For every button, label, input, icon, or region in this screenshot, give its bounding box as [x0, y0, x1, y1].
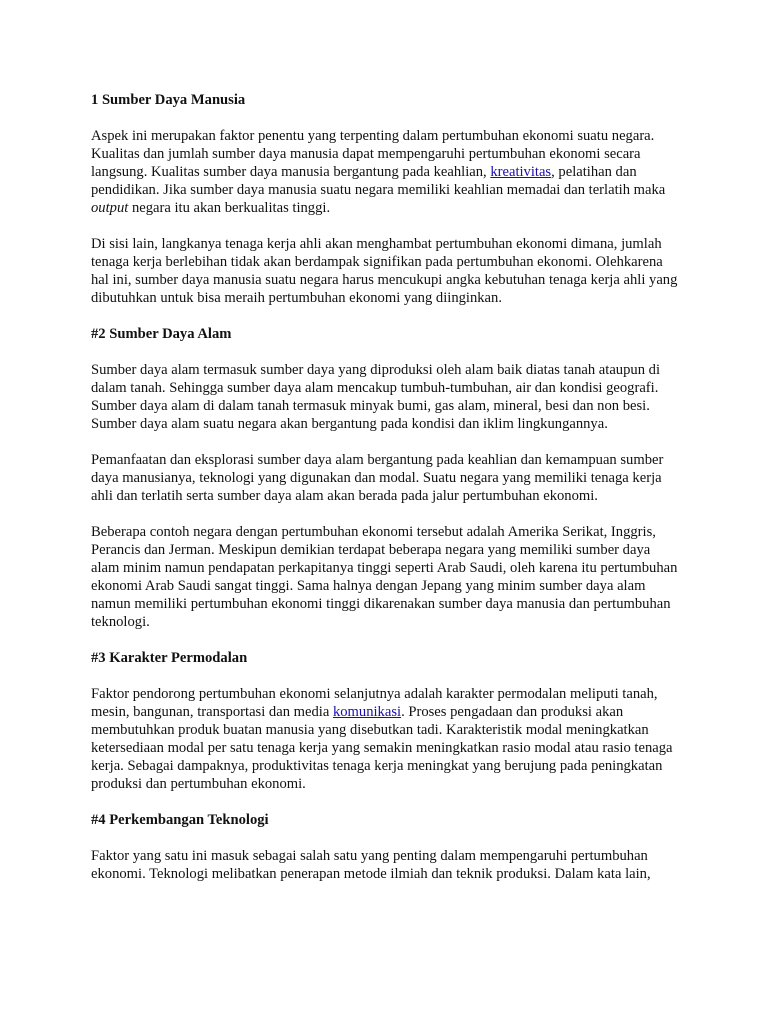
section-heading-karakter-permodalan: #3 Karakter Permodalan	[91, 650, 248, 666]
paragraph-text: . Proses pengadaan dan produksi akan membutuhkan produk buatan manusia yang disebutkan tadi. Karakteristik modal meningkatkan ketersediaan modal per satu tenaga kerja yang semakin meningkatkan rasio modal atau rasio tenaga kerja. Sebagai dampaknya, produktivitas tenaga kerja meningkat yang berujung pada peningkatan produksi dan pertumbuhan ekonomi.	[91, 704, 673, 792]
link-kreativitas[interactable]: kreativitas	[490, 164, 552, 180]
paragraph: Faktor yang satu ini masuk sebagai salah satu yang penting dalam mempengaruhi pertumbuhan ekonomi. Teknologi melibatkan penerapan metode ilmiah dan teknik produksi. Dalam kata lain,	[91, 848, 651, 882]
section-heading-perkembangan-teknologi: #4 Perkembangan Teknologi	[91, 812, 269, 828]
paragraph: Di sisi lain, langkanya tenaga kerja ahli akan menghambat pertumbuhan ekonomi dimana, jumlah tenaga kerja berlebihan tidak akan berdampak signifikan pada pertumbuhan ekonomi. Olehkarena hal ini, sumber daya manusia suatu negara harus mencukupi angka kebutuhan tenaga kerja ahli yang dibutuhkan untuk bisa meraih pertumbuhan ekonomi yang diinginkan.	[91, 236, 678, 306]
paragraph: Sumber daya alam termasuk sumber daya yang diproduksi oleh alam baik diatas tanah ataupun di dalam tanah. Sehingga sumber daya alam mencakup tumbuh-tumbuhan, air dan kondisi geografi. Sumber daya alam di dalam tanah termasuk minyak bumi, gas alam, mineral, besi dan non besi. Sumber daya alam suatu negara akan bergantung pada kondisi dan iklim lingkungannya.	[91, 362, 660, 432]
paragraph	[91, 685, 682, 793]
italic-term: output	[91, 200, 129, 216]
paragraph-text: , pelatihan dan pendidikan. Jika sumber daya manusia suatu negara memiliki keahlian memadai dan terlatih maka	[91, 164, 666, 198]
section-heading-sumber-daya-alam: #2 Sumber Daya Alam	[91, 326, 232, 342]
section-heading-sumber-daya-manusia: 1 Sumber Daya Manusia	[91, 92, 246, 108]
paragraph: Beberapa contoh negara dengan pertumbuhan ekonomi tersebut adalah Amerika Serikat, Inggris, Perancis dan Jerman. Meskipun demikian terdapat beberapa negara yang memiliki sumber daya alam minim namun pendapatan perkapitanya tinggi seperti Arab Saudi, oleh karena itu pertumbuhan ekonomi Arab Saudi sangat tinggi. Sama halnya dengan Jepang yang minim sumber daya alam namun memiliki pertumbuhan ekonomi tinggi dikarenakan sumber daya manusia dan pertumbuhan teknologi.	[91, 524, 678, 630]
paragraph-text: negara itu akan berkualitas tinggi.	[128, 200, 331, 216]
paragraph	[91, 127, 682, 217]
link-komunikasi[interactable]: komunikasi	[332, 704, 402, 720]
paragraph: Pemanfaatan dan eksplorasi sumber daya alam bergantung pada keahlian dan kemampuan sumber daya manusianya, teknologi yang digunakan dan modal. Suatu negara yang memiliki tenaga kerja ahli dan terlatih serta sumber daya alam akan berada pada jalur pertumbuhan ekonomi.	[91, 452, 664, 504]
paragraph-text: Faktor pendorong pertumbuhan ekonomi selanjutnya adalah karakter permodalan meliputi tanah, mesin, bangunan, transportasi dan media	[91, 686, 658, 720]
paragraph-text: Aspek ini merupakan faktor penentu yang terpenting dalam pertumbuhan ekonomi suatu negara. Kualitas dan jumlah sumber daya manusia dapat mempengaruhi pertumbuhan ekonomi secara langsung. Kualitas sumber daya manusia bergantung pada keahlian,	[91, 128, 655, 180]
